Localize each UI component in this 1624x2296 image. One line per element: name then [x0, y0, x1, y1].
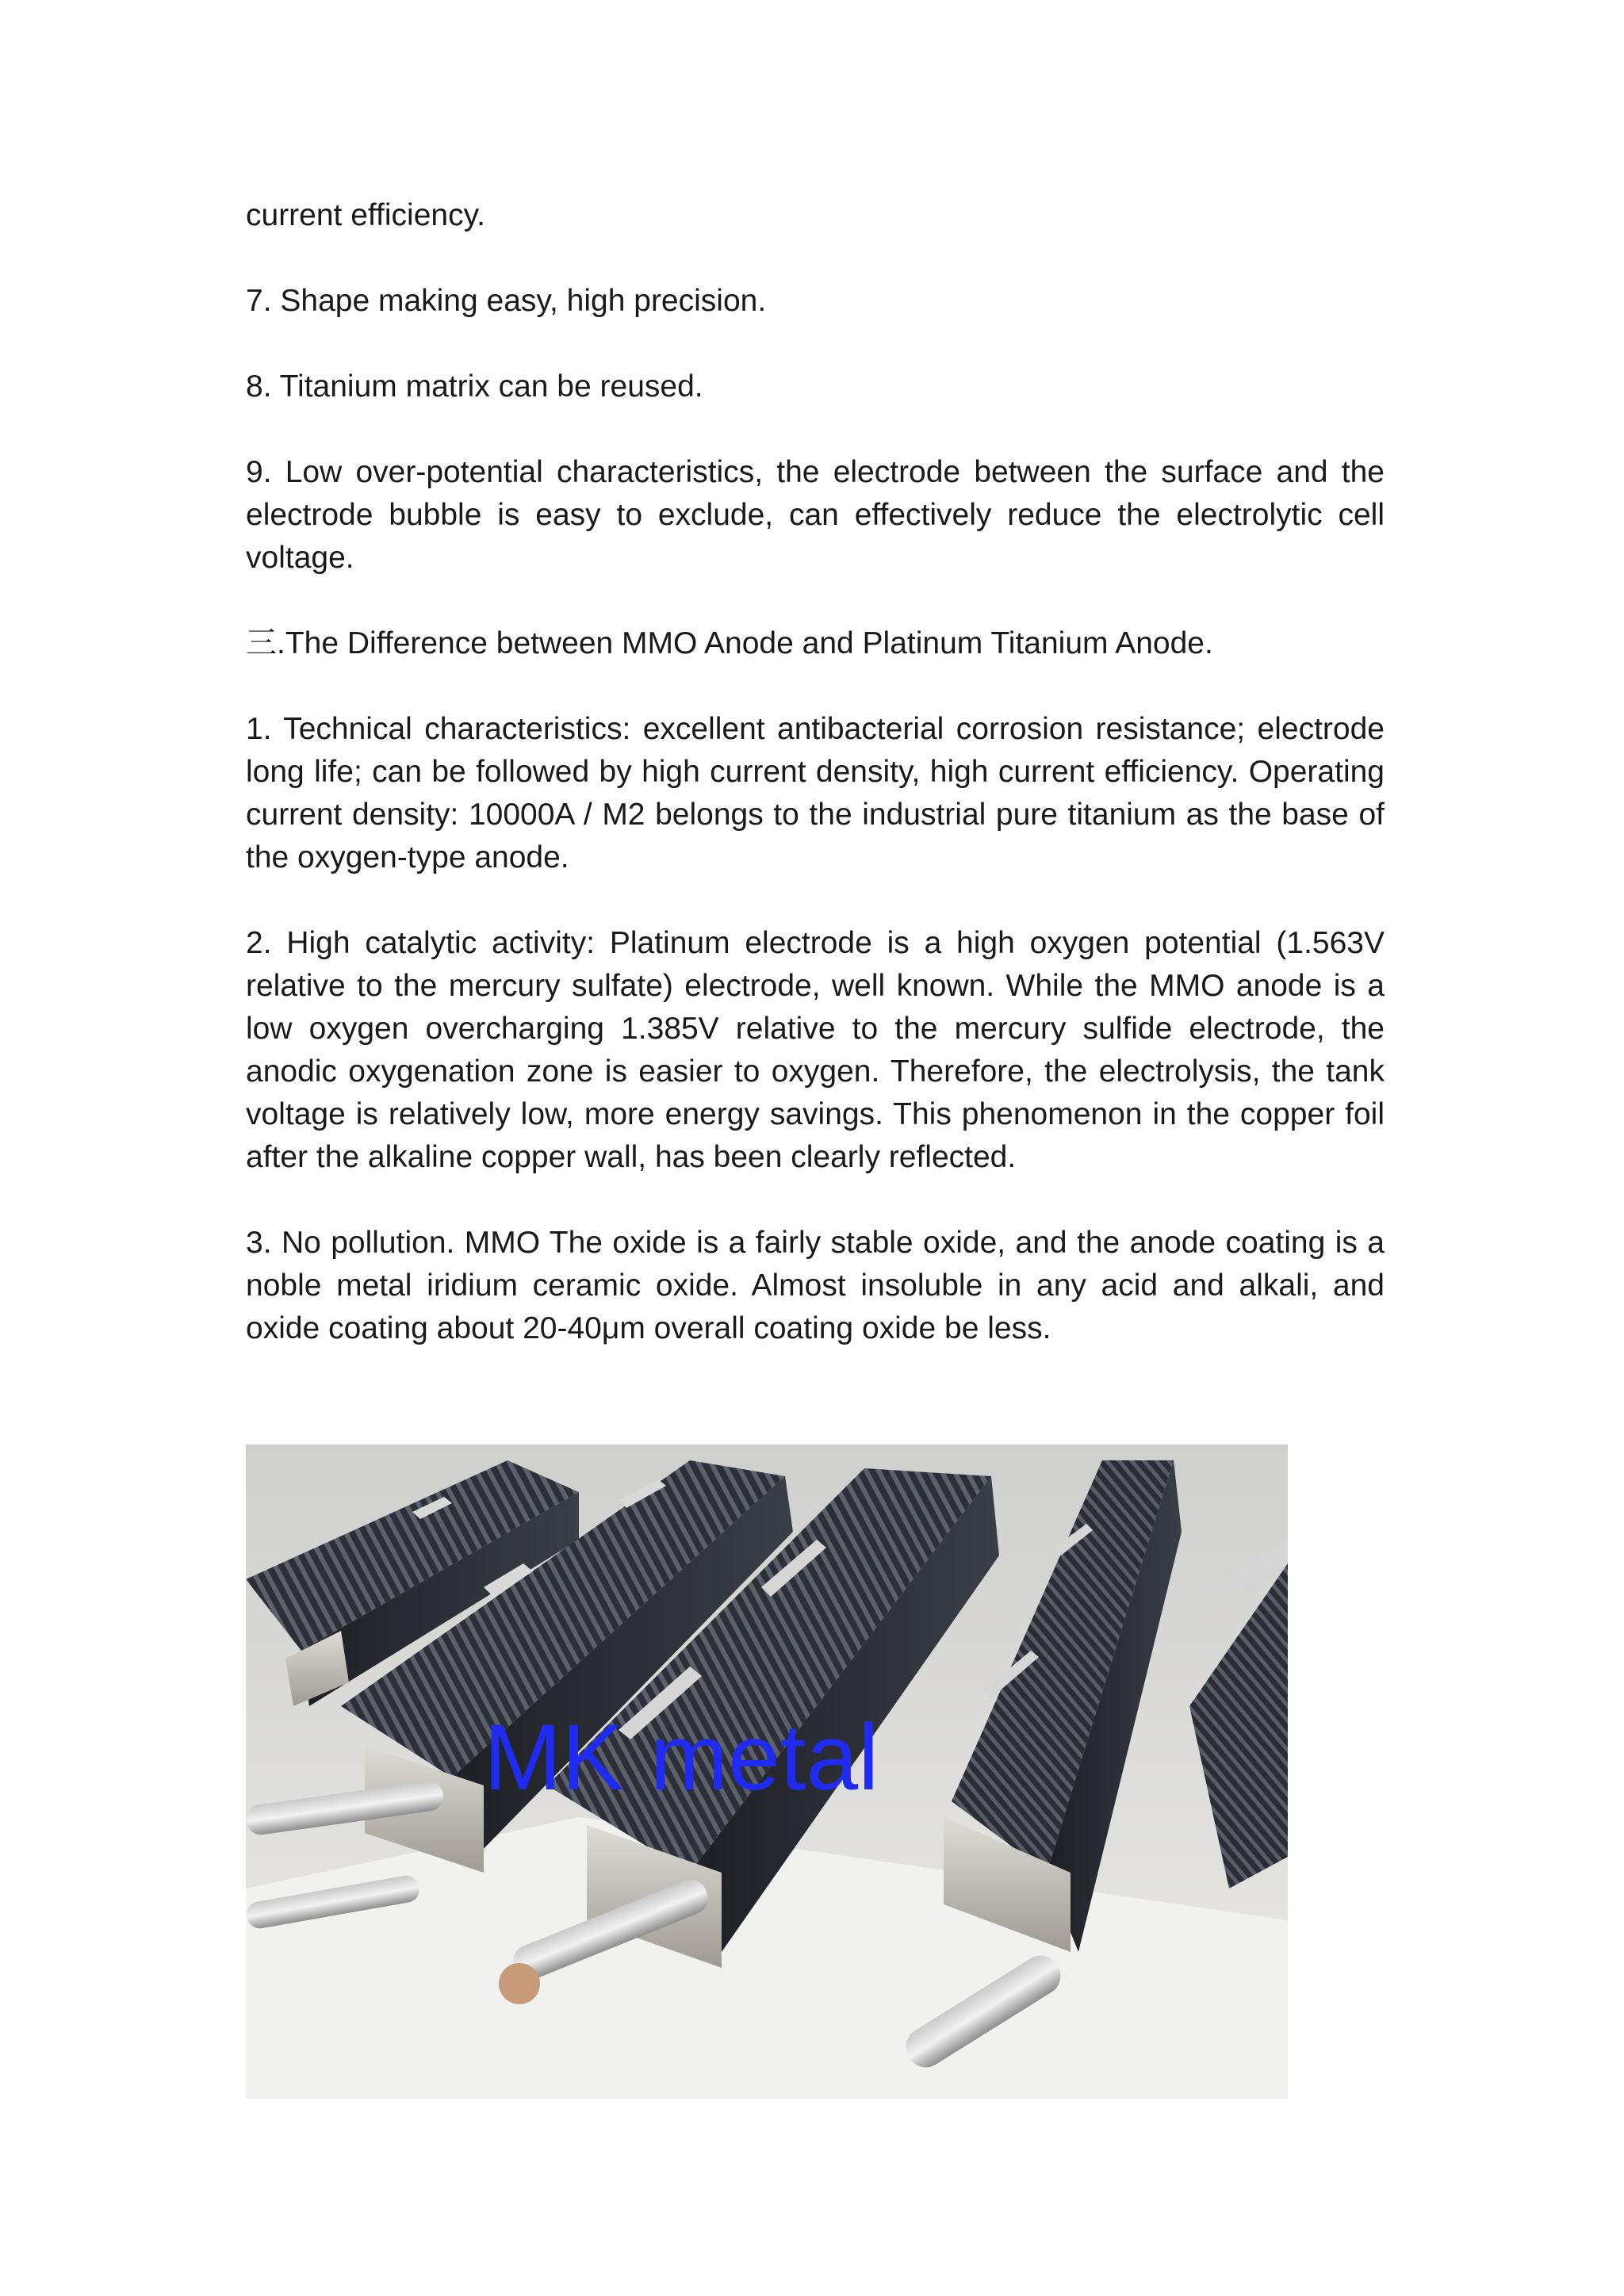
watermark-text: MK metal: [484, 1705, 879, 1810]
paragraph-item-8: 8. Titanium matrix can be reused.: [246, 369, 703, 404]
product-photo: [246, 1445, 1288, 2099]
paragraph-current-efficiency: current efficiency.: [246, 198, 486, 232]
paragraph-technical-characteristics: 1. Technical characteristics: excellent antibacterial corrosion resistance; electrode long life; can be followed by high current density, high current efficiency. Operating current density: 10000A / M2 belongs to the industrial pure titanium as the base of the oxygen-type anode.: [246, 712, 1385, 874]
anode-photo-illustration: [246, 1445, 1288, 2099]
section-heading: 三.The Difference between MMO Anode and Platinum Titanium Anode.: [246, 626, 1213, 660]
paragraph-no-pollution: 3. No pollution. MMO The oxide is a fairly stable oxide, and the anode coating is a noble metal iridium ceramic oxide. Almost insoluble in any acid and alkali, and oxide coating about 20-40μm overall coating oxide be less.: [246, 1226, 1385, 1345]
paragraph-item-9: 9. Low over-potential characteristics, the electrode between the surface and the electrode bubble is easy to exclude, can effectively reduce the electrolytic cell voltage.: [246, 455, 1385, 575]
paragraph-item-7: 7. Shape making easy, high precision.: [246, 284, 767, 318]
document-body: [246, 194, 1385, 1393]
paragraph-catalytic-activity: 2. High catalytic activity: Platinum electrode is a high oxygen potential (1.563V relative to the mercury sulfate) electrode, well known. While the MMO anode is a low oxygen overcharging 1.385V relative to the mercury sulfide electrode, the anodic oxygenation zone is easier to oxygen. Therefore, the electrolysis, the tank voltage is relatively low, more energy savings. This phenomenon in the copper foil after the alkaline copper wall, has been clearly reflected.: [246, 926, 1385, 1174]
